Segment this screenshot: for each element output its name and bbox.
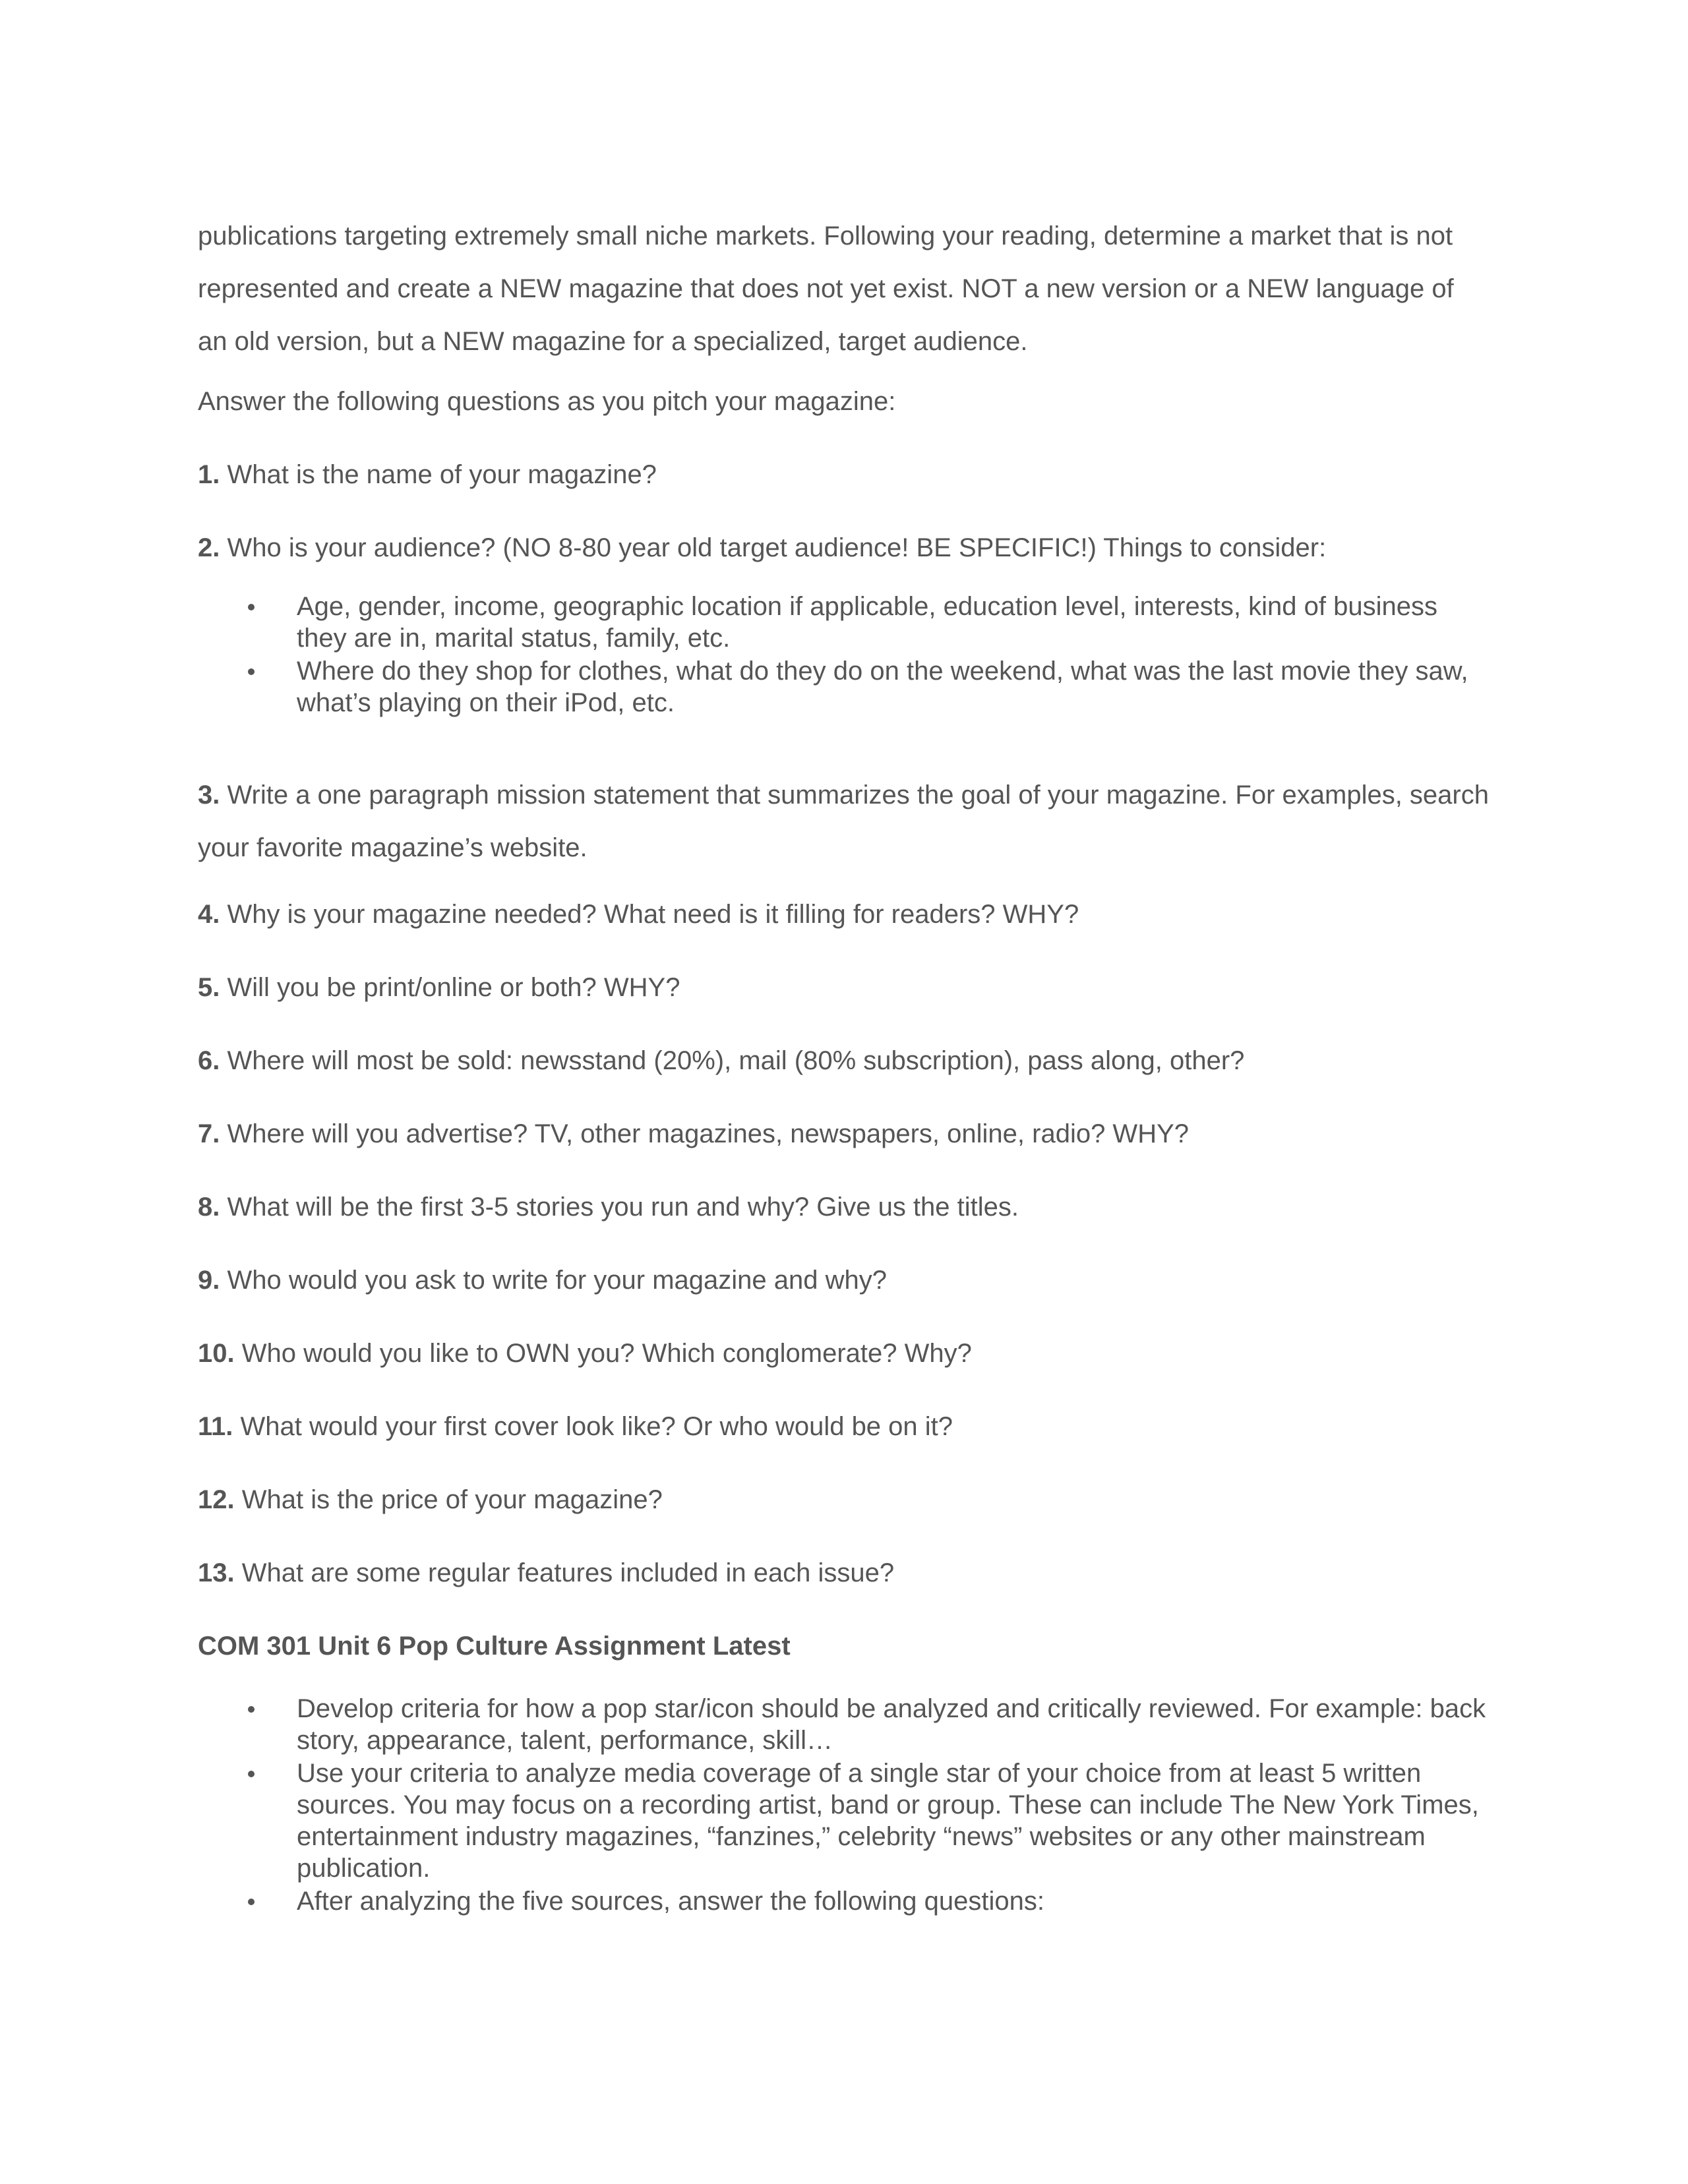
assignment-list: [198, 1693, 1490, 1917]
audience-considerations-list: [198, 591, 1490, 719]
intro-paragraph: publications targeting extremely small niche markets. Following your reading, determine a market that is not represented and create a NEW magazine that does not yet exist. NOT a new version or a NEW language of an old version, but a NEW magazine for a specialized, target audience.: [198, 221, 1454, 356]
question-text: What is the name of your magazine?: [227, 460, 657, 489]
list-item: [198, 1693, 1490, 1756]
section-heading: COM 301 Unit 6 Pop Culture Assignment Latest: [198, 1632, 791, 1661]
list-item: [198, 655, 1490, 719]
question-number: 12.: [198, 1485, 235, 1514]
question-number: 13.: [198, 1558, 235, 1587]
question-text: Where will most be sold: newsstand (20%), mail (80% subscription), pass along, other?: [227, 1046, 1245, 1075]
question-text: Where will you advertise? TV, other magazines, newspapers, online, radio? WHY?: [227, 1119, 1189, 1148]
question-number: 8.: [198, 1193, 220, 1222]
list-item-text: Use your criteria to analyze media coverage of a single star of your choice from at least 5 written sources. You may focus on a recording artist, band or group. These can include The New York Times, entertainment industry magazines, “fanzines,” celebrity “news” websites or any other mainstream publication.: [297, 1759, 1479, 1883]
question-12: [198, 1483, 1490, 1516]
question-number: 10.: [198, 1339, 235, 1368]
question-3: [198, 769, 1490, 874]
question-1: [198, 458, 1490, 491]
question-6: [198, 1044, 1490, 1077]
list-item-text: After analyzing the five sources, answer the following questions:: [297, 1887, 1044, 1916]
question-number: 9.: [198, 1266, 220, 1295]
question-text: What would your first cover look like? Or who would be on it?: [240, 1412, 953, 1441]
question-number: 3.: [198, 781, 220, 810]
list-item: [198, 1757, 1490, 1884]
question-number: 7.: [198, 1119, 220, 1148]
bullet-icon: [248, 1771, 255, 1777]
question-13: [198, 1556, 1490, 1589]
question-text: Write a one paragraph mission statement that summarizes the goal of your magazine. For examples, search your favorite magazine’s website.: [198, 781, 1489, 862]
question-text: What is the price of your magazine?: [241, 1485, 663, 1514]
bullet-icon: [248, 1706, 255, 1713]
question-9: [198, 1264, 1490, 1297]
question-text: Will you be print/online or both? WHY?: [227, 973, 680, 1002]
question-number: 11.: [198, 1412, 233, 1441]
question-number: 6.: [198, 1046, 220, 1075]
bullet-icon: [248, 668, 255, 675]
question-8: [198, 1191, 1490, 1224]
question-number: 2.: [198, 533, 220, 562]
question-text: Who would you ask to write for your magazine and why?: [227, 1266, 887, 1295]
question-number: 4.: [198, 900, 220, 929]
list-item-text: Develop criteria for how a pop star/icon should be analyzed and critically reviewed. For example: back story, appearance, talent, performance, skill…: [297, 1694, 1486, 1755]
document-page: [198, 210, 1490, 1967]
question-text: What will be the first 3-5 stories you run and why? Give us the titles.: [227, 1193, 1019, 1222]
question-10: [198, 1337, 1490, 1370]
instruction-text: Answer the following questions as you pitch your magazine:: [198, 387, 896, 416]
question-text: Why is your magazine needed? What need is it filling for readers? WHY?: [227, 900, 1079, 929]
question-number: 5.: [198, 973, 220, 1002]
list-item: [198, 591, 1490, 654]
question-text: What are some regular features included in each issue?: [241, 1558, 895, 1587]
list-item-text: Age, gender, income, geographic location if applicable, education level, interests, kind of business they are in, marital status, family, etc.: [297, 592, 1437, 653]
question-number: 1.: [198, 460, 220, 489]
bullet-icon: [248, 1899, 255, 1905]
bullet-icon: [248, 604, 255, 610]
list-item: [198, 1885, 1490, 1917]
question-2: [198, 531, 1490, 564]
list-item-text: Where do they shop for clothes, what do they do on the weekend, what was the last movie they saw, what’s playing on their iPod, etc.: [297, 657, 1468, 717]
question-5: [198, 971, 1490, 1004]
question-text: Who is your audience? (NO 8-80 year old target audience! BE SPECIFIC!) Things to consider:: [227, 533, 1327, 562]
question-text: Who would you like to OWN you? Which conglomerate? Why?: [241, 1339, 972, 1368]
question-7: [198, 1117, 1490, 1150]
question-11: [198, 1410, 1490, 1443]
question-4: [198, 898, 1490, 931]
